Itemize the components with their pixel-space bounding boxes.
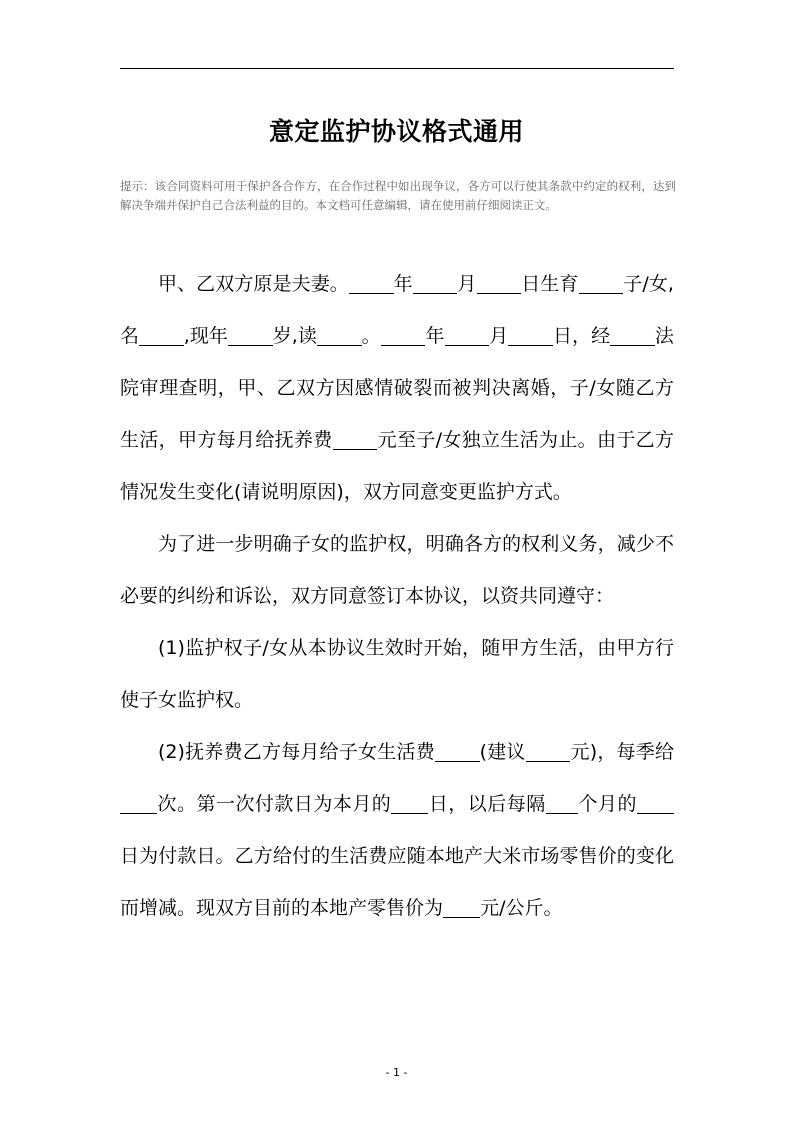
fill-blank-times[interactable] xyxy=(120,793,157,814)
text-run: 元)，每季给 xyxy=(570,741,674,763)
fill-blank-day-1[interactable] xyxy=(477,273,522,294)
text-run: 元/公斤。 xyxy=(480,897,563,919)
paragraph-3: (1)监护权子/女从本协议生效时开始，随甲方生活，由甲方行使子女监护权。 xyxy=(120,637,674,711)
text-run: 子/女,名 xyxy=(120,273,674,347)
text-run: 年 xyxy=(393,273,413,295)
fill-blank-name[interactable] xyxy=(139,325,184,346)
text-run: 月 xyxy=(457,273,477,295)
text-run: 甲、乙双方原是夫妻。 xyxy=(158,273,349,295)
text-run: 个月的 xyxy=(578,793,637,815)
text-run: 。 xyxy=(361,325,381,347)
text-run: 法院审理查明，甲、乙双方因感情破裂而被判决离婚，子/女随乙方生活，甲方每月给抚养费 xyxy=(120,325,674,451)
fill-blank-rice-price[interactable] xyxy=(443,897,480,918)
header-rule xyxy=(120,68,674,69)
text-run: ,现年 xyxy=(183,325,228,347)
text-run: 岁,读 xyxy=(272,325,317,347)
fill-blank-age[interactable] xyxy=(228,325,273,346)
text-run: 元至子/女独立生活为止。由于乙方情况发生变化(请说明原因)，双方同意变更监护方式。 xyxy=(120,429,674,503)
text-run: (2)抚养费乙方每月给子女生活费 xyxy=(158,741,435,763)
fill-blank-month-2[interactable] xyxy=(445,325,490,346)
text-run: 日，以后每隔 xyxy=(428,793,546,815)
text-run: 日，经 xyxy=(552,325,611,347)
fill-blank-support-fee[interactable] xyxy=(333,429,378,450)
document-body xyxy=(120,258,674,934)
tip-paragraph: 提示：该合同资料可用于保护各合作方，在合作过程中如出现争议，各方可以行使其条款中约定的权利，达到解决争端并保护自己合法利益的目的。本文档可任意编辑，请在使用前仔细阅读正文。 xyxy=(120,179,676,212)
text-run: 日生育 xyxy=(521,273,579,295)
fill-blank-court[interactable] xyxy=(610,325,655,346)
page-number: - 1 - xyxy=(385,1066,408,1079)
fill-blank-count[interactable] xyxy=(579,273,624,294)
fill-blank-living-fee[interactable] xyxy=(435,741,480,762)
text-run: 月 xyxy=(489,325,509,347)
fill-blank-suggested-amount[interactable] xyxy=(526,741,571,762)
fill-blank-month-1[interactable] xyxy=(413,273,458,294)
text-run: 年 xyxy=(425,325,445,347)
fill-blank-interval[interactable] xyxy=(546,793,578,814)
fill-blank-pay-day[interactable] xyxy=(637,793,674,814)
fill-blank-school[interactable] xyxy=(317,325,362,346)
document-title: 意定监护协议格式通用 xyxy=(268,117,524,146)
fill-blank-year-2[interactable] xyxy=(381,325,426,346)
fill-blank-first-day[interactable] xyxy=(391,793,428,814)
fill-blank-day-2[interactable] xyxy=(508,325,553,346)
text-run: 日为付款日。乙方给付的生活费应随本地产大米市场零售价的变化而增减。现双方目前的本地产零售价为 xyxy=(120,845,674,919)
fill-blank-year-1[interactable] xyxy=(349,273,394,294)
paragraph-2: 为了进一步明确子女的监护权，明确各方的权利义务，减少不必要的纠纷和诉讼，双方同意签订本协议，以资共同遵守： xyxy=(120,533,674,607)
paragraph-1 xyxy=(120,258,674,518)
text-run: (建议 xyxy=(479,741,526,763)
text-run: 次。第一次付款日为本月的 xyxy=(157,793,392,815)
paragraph-4 xyxy=(120,726,674,934)
